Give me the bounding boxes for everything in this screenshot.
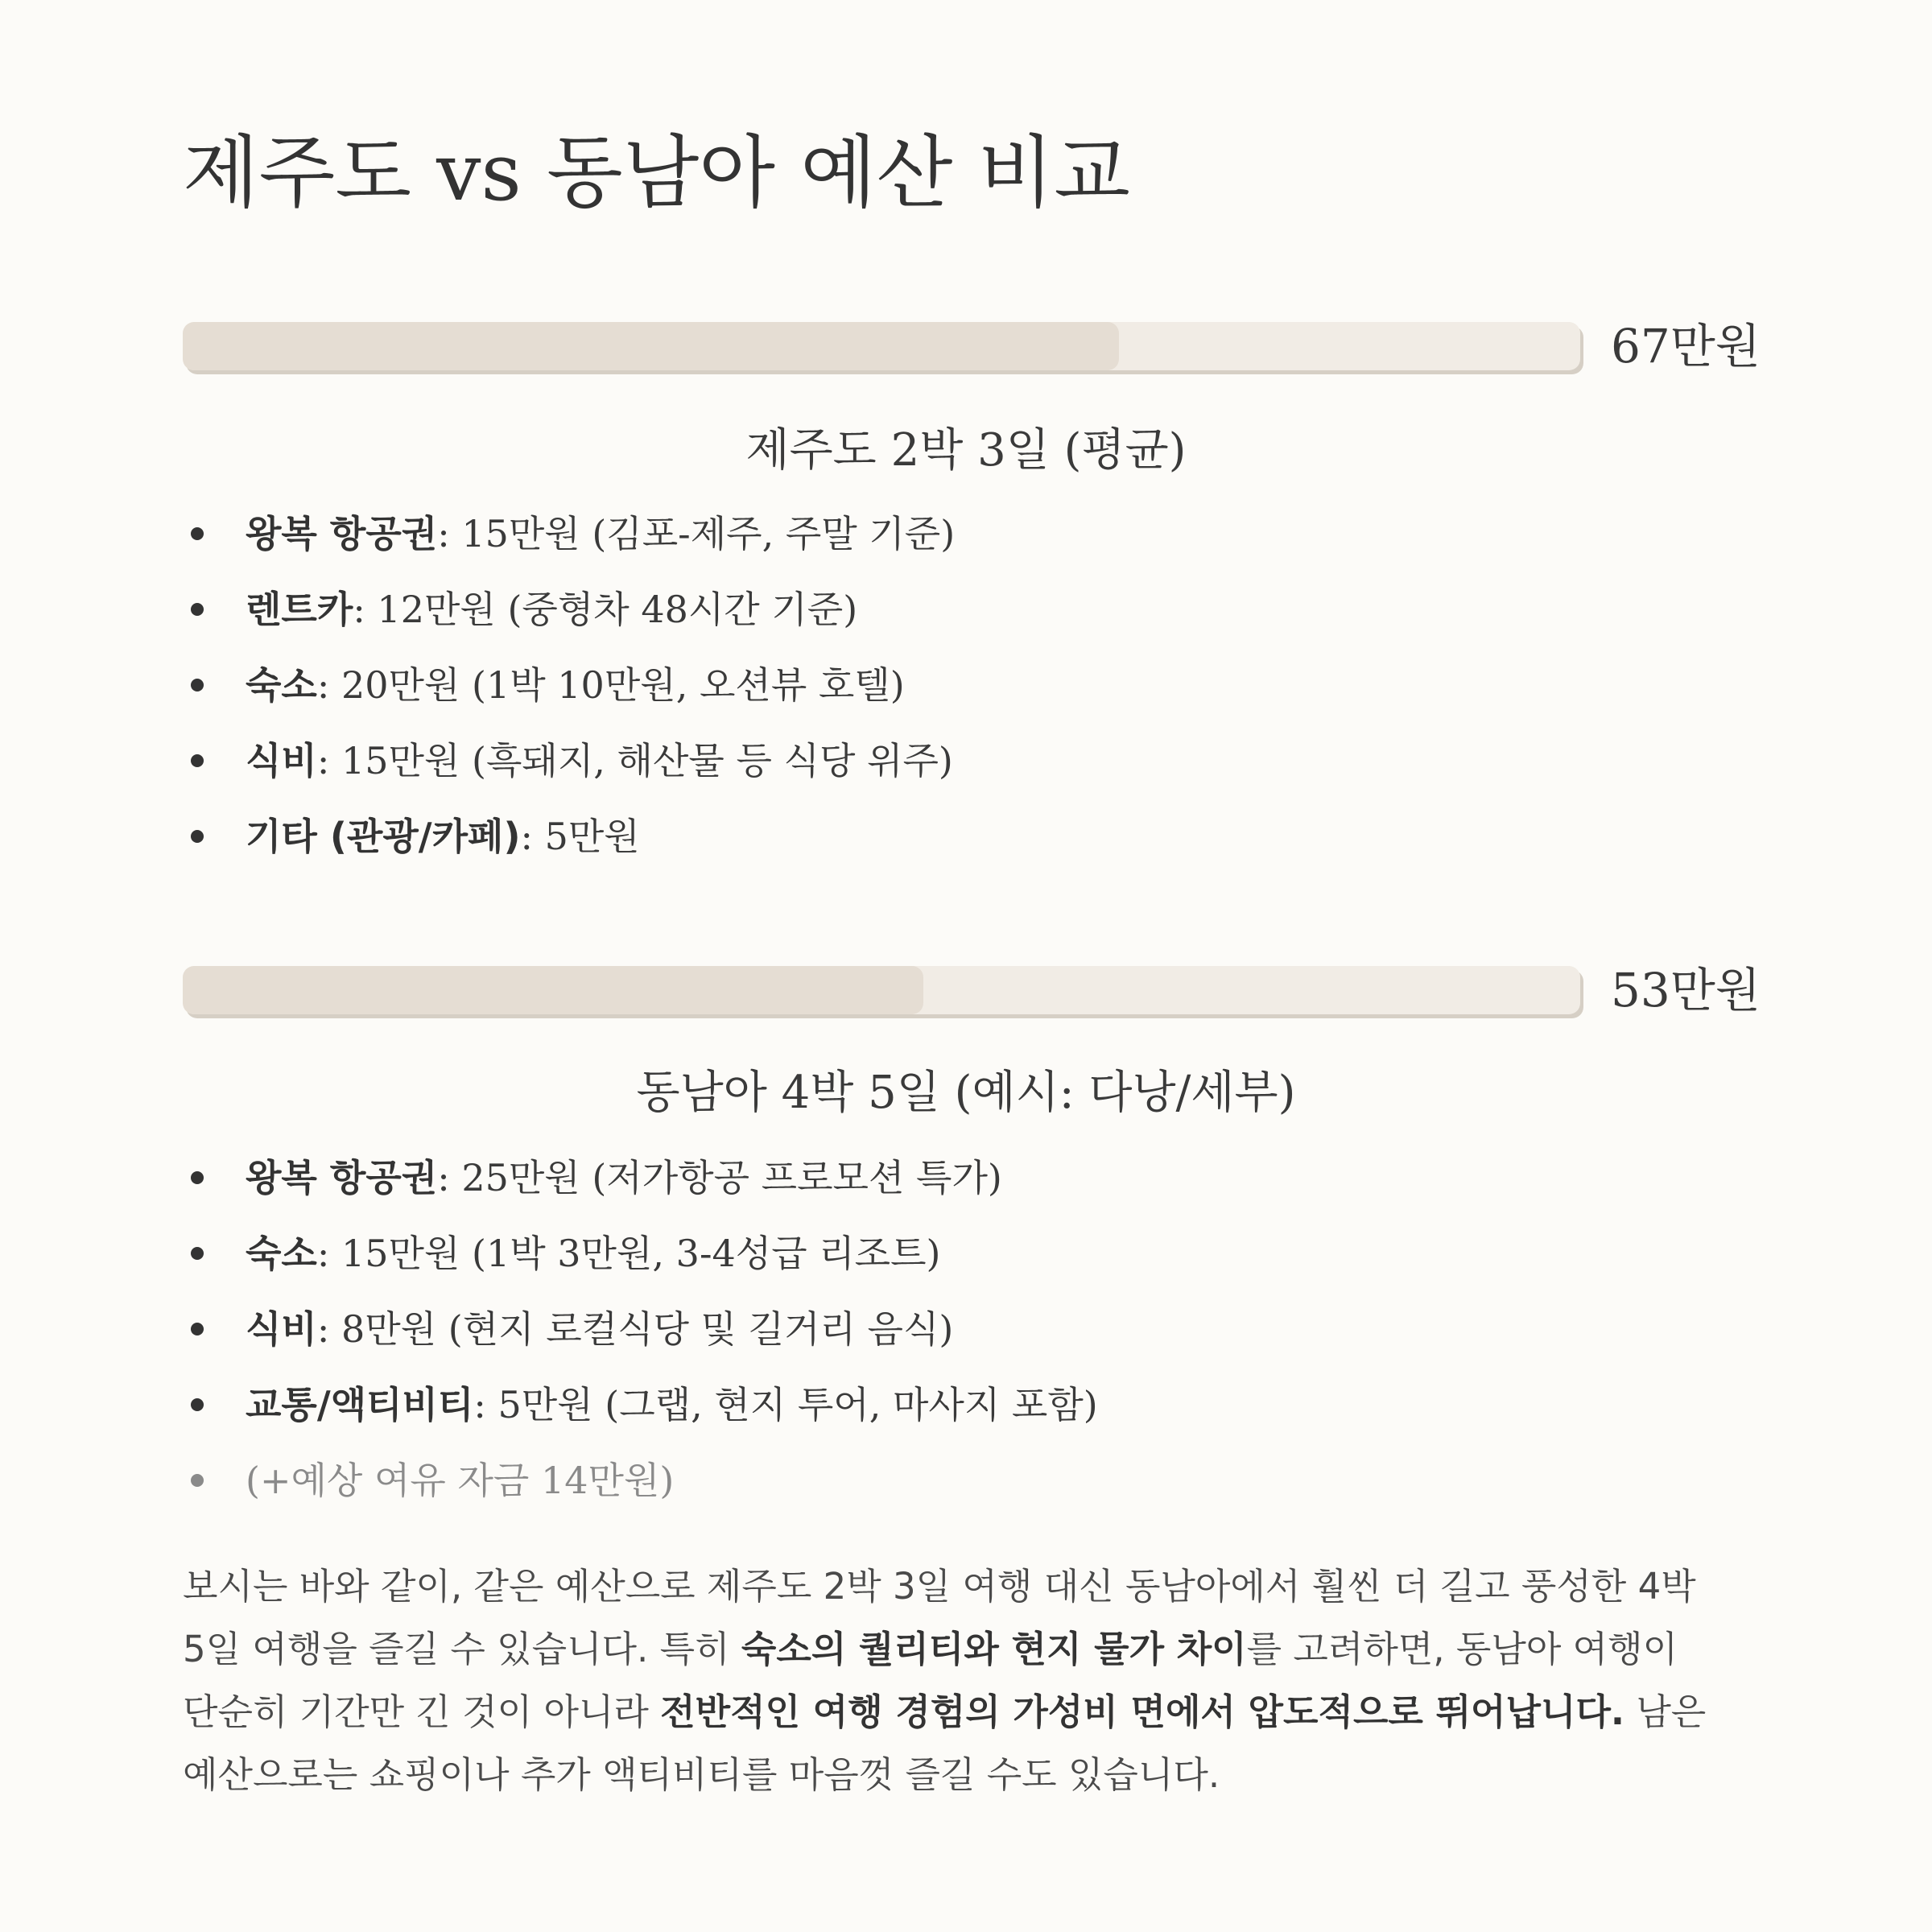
- list-item: [183, 1216, 1749, 1291]
- section-heading-jeju: 제주도 2박 3일 (평균): [745, 424, 1187, 477]
- item-label: 왕복 항공권: [246, 1156, 438, 1199]
- summary-text: 를 고려하면, 동남아 여행이 단순히 기간만 긴 것이 아니라: [183, 1628, 1678, 1733]
- list-item-note: [183, 1443, 1749, 1518]
- bullet-icon: [191, 603, 204, 616]
- page-title: 제주도 vs 동남아 예산 비교: [183, 127, 1130, 219]
- jeju-budget-bar: [183, 319, 1761, 386]
- summary-paragraph: [183, 1555, 1749, 1806]
- savings-note: (+예상 여유 자금 14만원): [246, 1459, 675, 1502]
- jeju-cost-list: [183, 496, 1749, 874]
- summary-text: 보시는 바와 같이, 같은 예산으로 제주도 2박 3일 여행 대신 동남아에서 훨씬 더 길고 풍성한 4박 5일 여행을 즐길 수 있습니다. 특히: [183, 1565, 1696, 1670]
- list-item: [183, 496, 1749, 572]
- item-text: : 8만원 (현지 로컬식당 및 길거리 음식): [316, 1307, 954, 1351]
- budget-total-label: 67만원: [1611, 319, 1761, 374]
- budget-bar-track: [183, 966, 1580, 1014]
- item-label: 기타 (관광/카페): [246, 815, 521, 858]
- item-label: 교통/액티비티: [246, 1383, 474, 1426]
- item-text: : 20만원 (1박 10만원, 오션뷰 호텔): [316, 663, 905, 707]
- summary-text: 남은 예산으로는 쇼핑이나 추가 액티비티를 마음껏 즐길 수도 있습니다.: [183, 1690, 1707, 1796]
- bullet-icon: [191, 1247, 204, 1260]
- sea-cost-list: [183, 1140, 1749, 1518]
- bullet-icon: [191, 1171, 204, 1184]
- bullet-icon: [191, 830, 204, 843]
- budget-bar-track: [183, 322, 1580, 370]
- list-item: [183, 799, 1749, 874]
- section-heading-southeast-asia: 동남아 4박 5일 (예시: 다낭/세부): [636, 1067, 1296, 1119]
- list-item: [183, 1140, 1749, 1216]
- item-label: 왕복 항공권: [246, 512, 438, 555]
- item-label: 렌트카: [246, 588, 353, 631]
- item-text: : 5만원: [520, 815, 640, 858]
- item-text: : 25만원 (저가항공 프로모션 특가): [437, 1156, 1002, 1199]
- item-text: : 15만원 (흑돼지, 해산물 등 식당 위주): [316, 739, 953, 782]
- item-text: : 5만원 (그랩, 현지 투어, 마사지 포함): [473, 1383, 1098, 1426]
- list-item: [183, 723, 1749, 799]
- list-item: [183, 1291, 1749, 1367]
- item-text: : 15만원 (김포-제주, 주말 기준): [437, 512, 956, 555]
- list-item: [183, 572, 1749, 647]
- item-label: 숙소: [246, 663, 317, 707]
- bullet-icon: [191, 527, 204, 540]
- bullet-icon: [191, 1323, 204, 1335]
- item-label: 숙소: [246, 1232, 317, 1275]
- sea-budget-bar: [183, 963, 1761, 1030]
- budget-bar-fill: [183, 322, 1119, 370]
- list-item: [183, 1367, 1749, 1443]
- bullet-icon: [191, 679, 204, 691]
- item-label: 식비: [246, 1307, 317, 1351]
- summary-emphasis: 숙소의 퀄리티와 현지 물가 차이: [741, 1628, 1247, 1670]
- summary-emphasis: 전반적인 여행 경험의 가성비 면에서 압도적으로 뛰어납니다.: [660, 1690, 1625, 1733]
- bullet-icon: [191, 754, 204, 767]
- list-item: [183, 647, 1749, 723]
- item-text: : 12만원 (중형차 48시간 기준): [353, 588, 858, 631]
- budget-bar-fill: [183, 966, 923, 1014]
- budget-total-label: 53만원: [1611, 963, 1761, 1018]
- item-label: 식비: [246, 739, 317, 782]
- item-text: : 15만원 (1박 3만원, 3-4성급 리조트): [316, 1232, 941, 1275]
- bullet-icon: [191, 1474, 204, 1487]
- bullet-icon: [191, 1398, 204, 1411]
